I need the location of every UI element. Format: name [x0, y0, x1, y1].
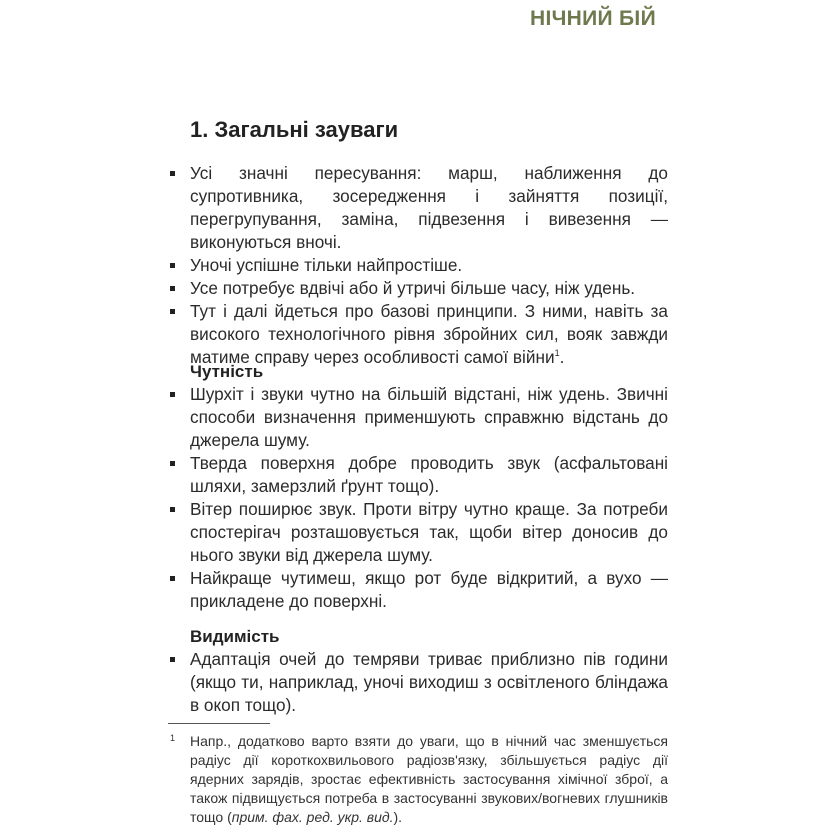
square-bullet-icon	[170, 657, 175, 662]
square-bullet-icon	[170, 507, 175, 512]
list-item	[168, 162, 668, 254]
intro-bullet-list	[168, 162, 668, 369]
list-item-text: Уночі успішне тільки найпростіше.	[190, 255, 463, 275]
list-item-text: Вітер поширює звук. Проти вітру чутно краще. За потреби спостерігач розташовується так, щоби вітер доносив до нього звуки від джерела шуму.	[190, 499, 668, 565]
list-item-text: Усе потребує вдвічі або й утричі більше часу, ніж удень.	[190, 278, 636, 298]
list-item	[168, 567, 668, 613]
square-bullet-icon	[170, 461, 175, 466]
footnote-reference[interactable]: 1	[554, 348, 560, 358]
subsection-heading: Чутність	[190, 362, 264, 381]
footnote-number: 1	[170, 733, 176, 743]
square-bullet-icon	[170, 286, 175, 291]
list-item-text: Тут і далі йдеться про базові принципи. З ними, навіть за високого технологічного рівня збройних сил, вояк завжди матиме справу через особливості самої війни	[190, 301, 668, 367]
square-bullet-icon	[170, 309, 175, 314]
footnote-closing: ).	[393, 809, 403, 825]
footnote-text	[168, 732, 668, 827]
list-item	[168, 277, 668, 300]
visibility-bullet-list	[168, 648, 668, 717]
list-item	[168, 300, 668, 369]
square-bullet-icon	[170, 392, 175, 397]
footnote-editor-note: прим. фах. ред. укр. вид.	[231, 809, 394, 825]
list-item	[168, 383, 668, 452]
list-item-text: Тверда поверхня добре проводить звук (асфальтовані шляхи, замерзлий ґрунт тощо).	[190, 453, 668, 496]
subsection-visibility	[168, 625, 668, 717]
list-item-text: Шурхіт і звуки чутно на більшій відстані, ніж удень. Звичні способи визначення применшують справжню відстань до джерела шуму.	[190, 384, 668, 450]
list-item-text: Усі значні пересування: марш, наближення до супротивника, зосередження і зайняття позиції, перегрупування, заміна, підвезення і вивезення — виконуються вночі.	[190, 163, 668, 252]
footnote-body: Напр., додатково варто взяти до уваги, що в нічний час зменшується радіус дії короткохвильового радіозв'язку, збільшується радіус дії ядерних зарядів, зростає ефективність застосування хімічної зброї, а також підвищується потреба в застосуванні звукових/вогневих глушників тощо (	[190, 733, 668, 825]
subsection-audibility	[168, 360, 668, 613]
footnote-divider	[168, 723, 270, 724]
footnote	[168, 732, 668, 827]
audibility-bullet-list	[168, 383, 668, 613]
list-item	[168, 498, 668, 567]
section-title: 1. Загальні зауваги	[190, 117, 399, 142]
list-item	[168, 452, 668, 498]
square-bullet-icon	[170, 576, 175, 581]
square-bullet-icon	[170, 263, 175, 268]
list-item	[168, 648, 668, 717]
subsection-heading: Видимість	[190, 627, 280, 646]
intro-block	[168, 162, 668, 369]
list-item-text: Найкраще чутимеш, якщо рот буде відкритий, а вухо — прикладене до поверхні.	[190, 568, 668, 611]
sentence-period: .	[559, 347, 565, 367]
list-item-text: Адаптація очей до темряви триває приблизно пів години (якщо ти, наприклад, уночі виходиш з освітленого бліндажа в окоп тощо).	[190, 649, 668, 715]
list-item	[168, 254, 668, 277]
square-bullet-icon	[170, 171, 175, 176]
running-header: НІЧНИЙ БІЙ	[530, 7, 656, 30]
